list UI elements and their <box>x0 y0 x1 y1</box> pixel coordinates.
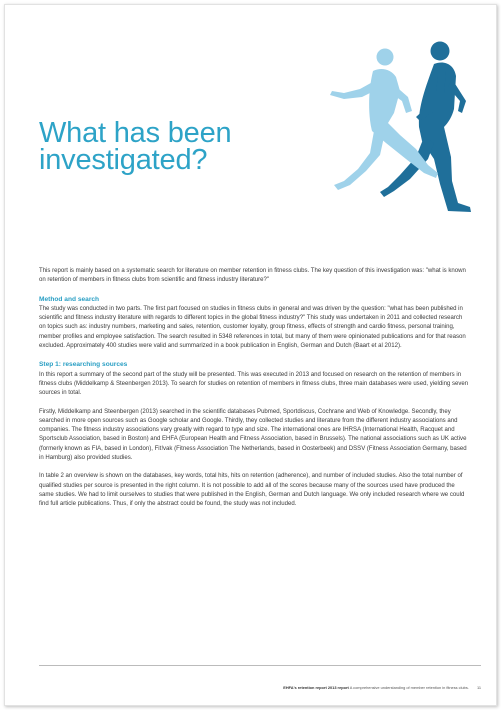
footer-divider <box>39 665 481 666</box>
page-title <box>39 117 232 176</box>
method-paragraph: The study was conducted in two parts. The first part focused on studies in fitness clubs in general and was driven by the question: "what has been published in scientific and fitness industry literature with regards to different topics in the global fitness industry?" This study was undertaken in 2011 and collected research on topics such as: industry numbers, marketing and sales, retention, customer loyalty, group fitness, effects of strength and cardio fitness, personal training, member profiles and employee satisfaction. The search resulted in 5348 references in total, but many of them were opinionated publications and for that reason excluded. Approximately 400 studies were valid and summarized in a book publication in English, German and Dutch (Baart et al 2012). <box>39 305 466 350</box>
runners-illustration <box>288 31 478 221</box>
intro-paragraph: This report is mainly based on a systematic search for literature on member retention in fitness clubs. The key question of this investigation was: "what is known on retention of members in fitness clubs from scientific and fitness industry literature?" <box>39 268 466 284</box>
body-content <box>39 267 469 519</box>
document-page <box>4 4 497 706</box>
section-heading-method: Method and search <box>39 295 100 303</box>
title-line-2: investigated? <box>39 144 208 176</box>
page-footer <box>255 685 481 690</box>
section-heading-step1: Step 1: researching sources <box>39 361 128 369</box>
step1-paragraph-2: Firstly, Middelkamp and Steenbergen (2013) searched in the scientific databases Pubmed, Sportdiscus, Cochrane and Web of Knowledge. Secondly, they searched in more open sources such as Google scholar and Google. Thirdly, they collected studies and literature from the different industry associations and companies. The fitness industry associations vary greatly with regard to type and size. The international ones are IHRSA (International Health, Racquet and Sportsclub Association, based in Boston) and EHFA (European Health and Fitness Association, based in Brussels). The national associations such as UK active (formerly known as FIA, based in London), Fit!vak (Fitness Association The Netherlands, based in Oosterbeek) and DSSV (Fitness Association Germany, based in Hamburg) also provided studies. <box>39 408 467 462</box>
dark-runner-icon <box>380 42 471 213</box>
footer-report-title: EHFA's retention report 2013 report <box>283 685 349 690</box>
footer-subtitle: A comprehensive understanding of member retention in fitness clubs. <box>349 685 469 690</box>
page-number: 11 <box>476 685 481 690</box>
title-line-1: What has been <box>39 117 232 149</box>
step1-paragraph-1: In this report a summary of the second part of the study will be presented. This was executed in 2013 and focused on research on the retention of members in fitness clubs (Middelkamp & Steenbergen 2013). To search for studies on retention of members in fitness clubs, three main databases were used, yielding seven sources in total. <box>39 371 469 397</box>
step1-paragraph-3: In table 2 an overview is shown on the databases, key words, total hits, hits on retention (adherence), and number of included studies. Also the total number of qualified studies per source is presented in the right column. It is not possible to add all of the scores because many of the sources used have produced the same studies. We had to limit ourselves to studies that were published in the English, German and Dutch language. We only included research where we could find full article publications. Thus, if only the abstract could be found, the study was not included. <box>39 473 465 508</box>
